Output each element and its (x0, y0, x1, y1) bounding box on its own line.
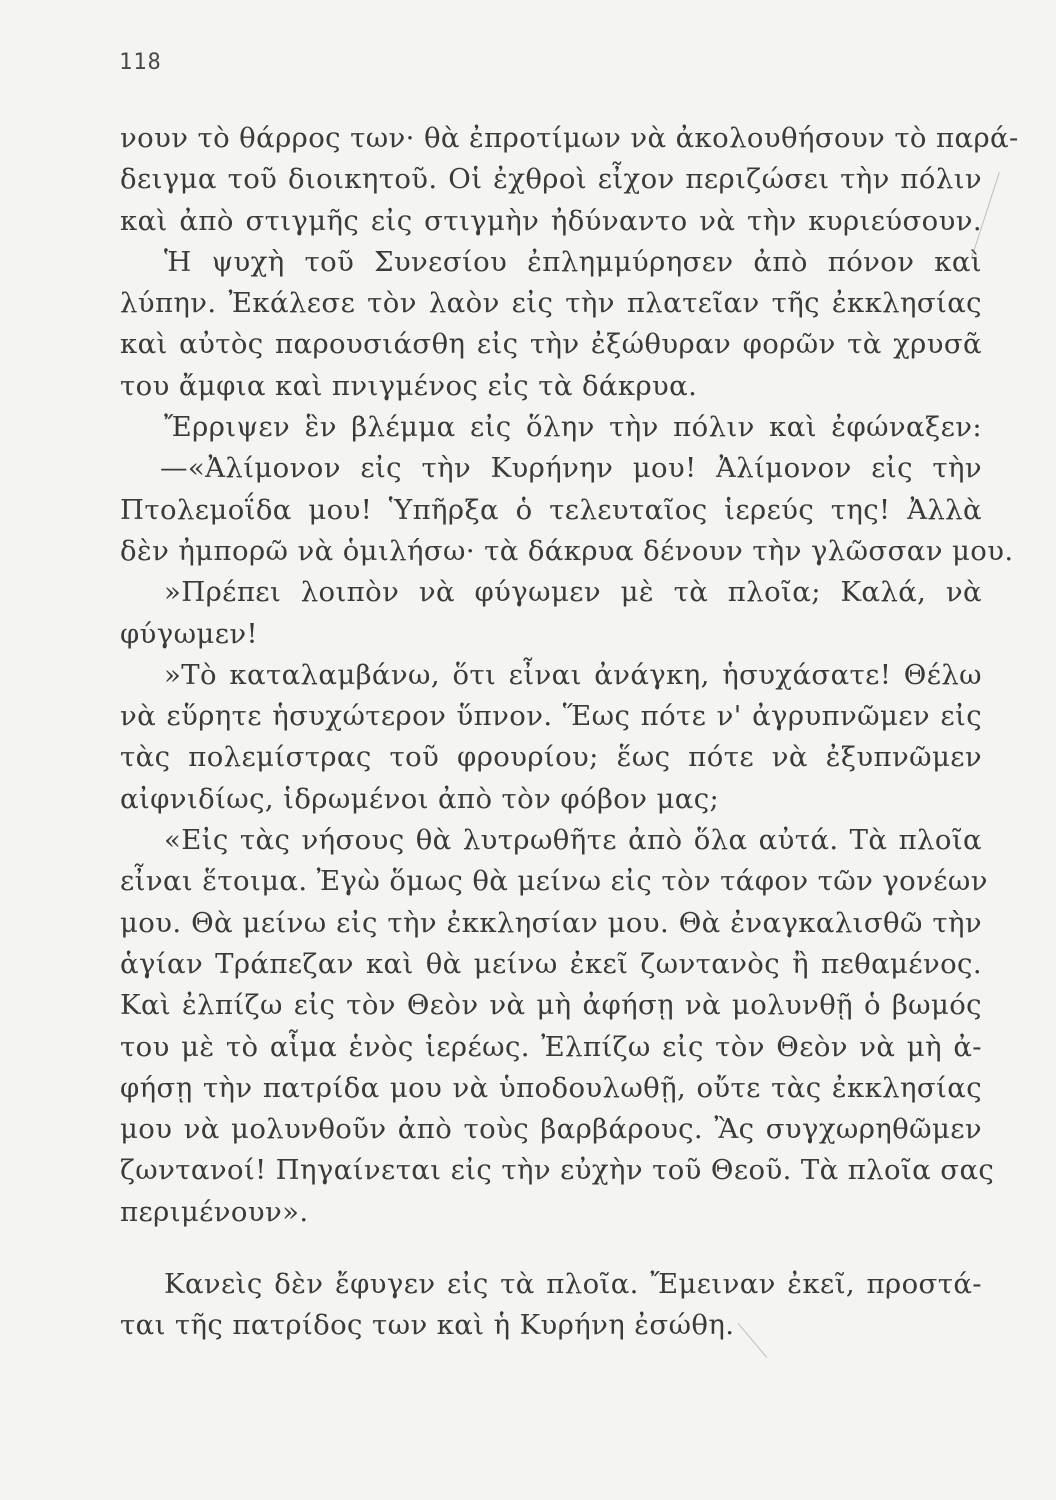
text-line: καὶ αὐτὸς παρουσιάσθη εἰς τὴν ἐξώθυραν φορῶν τὰ χρυσᾶ (120, 328, 982, 361)
text-line: νουν τὸ θάρρος των· θὰ ἐπροτίμων νὰ ἀκολουθήσουν τὸ παρά- (120, 122, 1019, 154)
text-line: αἰφνιδίως, ἱδρωμένοι ἀπὸ τὸν φόβον μας; (120, 782, 720, 815)
text-line: τὰς πολεμίστρας τοῦ φρουρίου; ἕως πότε νὰ ἐξυπνῶμεν (120, 741, 982, 774)
paragraph-start-line: Κανεὶς δὲν ἔφυγεν εἰς τὰ πλοῖα. Ἔμειναν ἐκεῖ, προστά- (164, 1268, 982, 1300)
paragraph-start-line: «Εἰς τὰς νήσους θὰ λυτρωθῆτε ἀπὸ ὅλα αὐτά. Τὰ πλοῖα (164, 824, 982, 857)
text-line: δειγμα τοῦ διοικητοῦ. Οἱ ἐχθροὶ εἶχον περιζώσει τὴν πόλιν (120, 163, 982, 196)
text-line: Καὶ ἐλπίζω εἰς τὸν Θεὸν νὰ μὴ ἀφήσῃ νὰ μολυνθῇ ὁ βωμός (120, 989, 982, 1022)
text-line: Πτολεμοΐδα μου! Ὑπῆρξα ὁ τελευταῖος ἱερεύς της! Ἀλλὰ (120, 493, 982, 526)
text-line: περιμένουν». (120, 1195, 309, 1228)
text-line: ζωντανοί! Πηγαίνεται εἰς τὴν εὐχὴν τοῦ Θεοῦ. Τὰ πλοῖα σας (120, 1154, 995, 1187)
paragraph-start-line: Ἡ ψυχὴ τοῦ Συνεσίου ἐπλημμύρησεν ἀπὸ πόνον καὶ (164, 245, 982, 278)
paragraph-start-line: »Τὸ καταλαμβάνω, ὅτι εἶναι ἀνάγκη, ἡσυχάσατε! Θέλω (164, 658, 982, 691)
paragraph-start-line: Ἔρριψεν ἓν βλέμμα εἰς ὅλην τὴν πόλιν καὶ ἐφώναξεν: (164, 411, 982, 444)
paragraph-start-line: »Πρέπει λοιπὸν νὰ φύγωμεν μὲ τὰ πλοῖα; Καλά, νὰ (164, 576, 982, 609)
text-line: λύπην. Ἐκάλεσε τὸν λαὸν εἰς τὴν πλατεῖαν τῆς ἐκκλησίας (120, 287, 982, 320)
text-line: ἁγίαν Τράπεζαν καὶ θὰ μείνω ἐκεῖ ζωντανὸς ἢ πεθαμένος. (120, 947, 982, 980)
text-line: του ἄμφια καὶ πνιγμένος εἰς τὰ δάκρυα. (120, 369, 698, 402)
page-number: 118 (119, 50, 162, 75)
dialogue-start-line: —«Ἀλίμονον εἰς τὴν Κυρήνην μου! Ἀλίμονον εἰς τὴν (160, 452, 982, 485)
text-line: φήσῃ τὴν πατρίδα μου νὰ ὑποδουλωθῇ, οὔτε τὰς ἐκκλησίας (120, 1071, 982, 1104)
text-line: εἶναι ἕτοιμα. Ἐγὼ ὅμως θὰ μείνω εἰς τὸν τάφον τῶν γονέων (120, 865, 988, 898)
text-line: ται τῆς πατρίδος των καὶ ἡ Κυρήνη ἐσώθη. (120, 1309, 735, 1342)
text-line: του μὲ τὸ αἷμα ἑνὸς ἱερέως. Ἐλπίζω εἰς τὸν Θεὸν νὰ μὴ ἀ- (120, 1030, 982, 1063)
text-line: μου. Θὰ μείνω εἰς τὴν ἐκκλησίαν μου. Θὰ ἐναγκαλισθῶ τὴν (120, 906, 982, 939)
main-text-block (120, 118, 1019, 1233)
text-line: φύγωμεν! (120, 617, 258, 650)
text-line: μου νὰ μολυνθοῦν ἀπὸ τοὺς βαρβάρους. Ἂς συγχωρηθῶμεν (120, 1113, 982, 1146)
text-line: νὰ εὕρητε ἡσυχώτερον ὕπνον. Ἕως πότε ν' ἀγρυπνῶμεν εἰς (120, 700, 982, 733)
text-line: καὶ ἀπὸ στιγμῆς εἰς στιγμὴν ἠδύναντο νὰ τὴν κυριεύσουν. (120, 204, 982, 237)
text-line: δὲν ἠμπορῶ νὰ ὁμιλήσω· τὰ δάκρυα δένουν τὴν γλῶσσαν μου. (120, 534, 1014, 567)
closing-paragraph (120, 1264, 982, 1347)
